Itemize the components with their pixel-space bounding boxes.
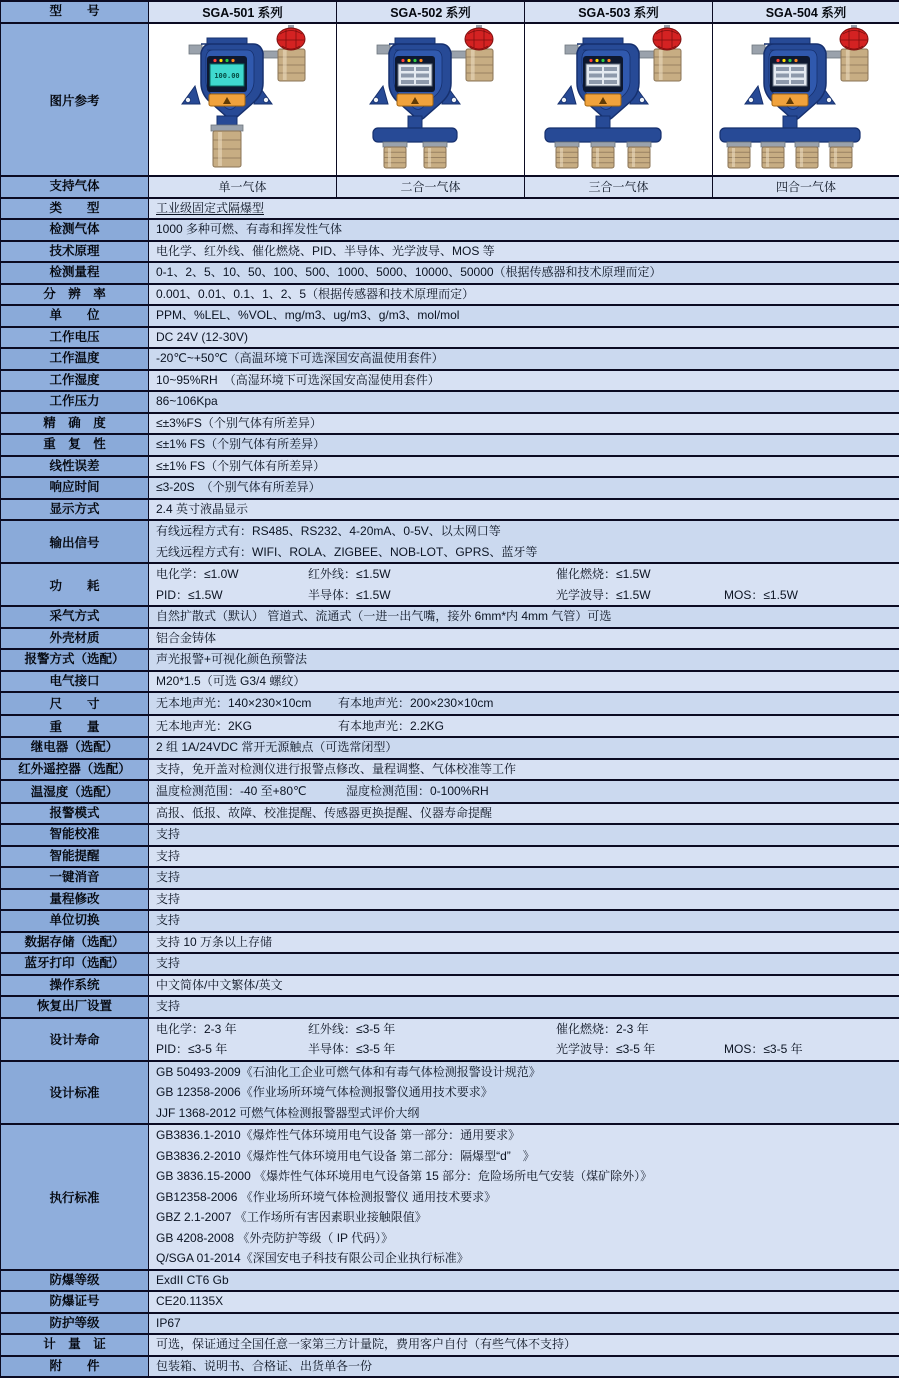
row-value xyxy=(149,370,899,392)
value-line: GB 3836.15-2000 《爆炸性气体环境用电气设备第 15 部分：危险场所电气安装（煤矿除外）》 xyxy=(156,1166,892,1187)
table-row xyxy=(1,715,899,738)
model-header-4: SGA-504 系列 xyxy=(713,1,899,23)
row-value xyxy=(149,628,899,650)
table-row xyxy=(1,1313,899,1335)
value-line: GB3836.1-2010《爆炸性气体环境用电气设备 第一部分：通用要求》 xyxy=(156,1125,892,1146)
row-value-text: -20℃~+50℃（高温环境下可选深国安高温使用套件） xyxy=(156,351,444,365)
spec-table-body xyxy=(1,1,899,1377)
row-label: 继电器（选配） xyxy=(1,737,149,759)
svg-text:100.00: 100.00 xyxy=(214,72,239,80)
sensor-icon xyxy=(761,142,785,168)
row-value xyxy=(149,391,899,413)
row-value-text: 自然扩散式（默认） 管道式、流通式（一进一出气嘴，接外 6mm*内 4mm 气管）可选 xyxy=(156,609,611,623)
row-value xyxy=(149,889,899,911)
sensor-icon xyxy=(423,142,447,168)
value-line xyxy=(156,716,892,737)
row-label: 工作湿度 xyxy=(1,370,149,392)
row-label: 分 辨 率 xyxy=(1,284,149,306)
row-label: 外壳材质 xyxy=(1,628,149,650)
table-row xyxy=(1,499,899,521)
row-label: 工作压力 xyxy=(1,391,149,413)
row-value xyxy=(149,241,899,263)
table-row xyxy=(1,628,899,650)
row-value-text: 支持 xyxy=(156,892,180,906)
row-label: 恢复出厂设置 xyxy=(1,996,149,1018)
value-segment: 有本地声光：200×230×10cm xyxy=(338,693,493,714)
detector-body xyxy=(182,38,272,120)
table-row xyxy=(1,456,899,478)
alarm-beacon-icon xyxy=(635,25,681,81)
gas-cell-2: 二合一气体 xyxy=(337,176,525,198)
sensor-icon xyxy=(383,142,407,168)
model-header-1: SGA-501 系列 xyxy=(149,1,337,23)
row-value-text: IP67 xyxy=(156,1316,181,1330)
row-value-text: CE20.1135X xyxy=(156,1294,223,1308)
row-value-text: 支持 xyxy=(156,827,180,841)
table-row xyxy=(1,932,899,954)
row-value xyxy=(149,262,899,284)
table-row xyxy=(1,1334,899,1356)
row-value-text: M20*1.5（可选 G3/4 螺纹） xyxy=(156,674,305,688)
row-value xyxy=(149,413,899,435)
row-value xyxy=(149,520,899,563)
value-line: JJF 1368-2012 可燃气体检测报警器型式评价大纲 xyxy=(156,1103,892,1124)
table-row xyxy=(1,434,899,456)
value-segment: 无本地声光：2KG xyxy=(156,716,338,737)
row-label: 防爆等级 xyxy=(1,1270,149,1292)
value-segment: 催化燃烧：2-3 年 xyxy=(556,1019,724,1040)
table-row xyxy=(1,1124,899,1270)
table-row xyxy=(1,1356,899,1378)
row-value xyxy=(149,1334,899,1356)
gas-cell-4: 四合一气体 xyxy=(713,176,899,198)
row-value xyxy=(149,563,899,606)
row-label: 精 确 度 xyxy=(1,413,149,435)
value-segment: 电化学：≤1.0W xyxy=(156,564,308,585)
value-segment: 有本地声光：2.2KG xyxy=(338,716,444,737)
row-value xyxy=(149,348,899,370)
row-value-text: 0-1、2、5、10、50、100、500、1000、5000、10000、50000（根据传感器和技术原理而定） xyxy=(156,265,662,279)
sensor-manifold xyxy=(545,116,661,142)
row-label: 单位切换 xyxy=(1,910,149,932)
row-value xyxy=(149,649,899,671)
row-label-model: 型 号 xyxy=(1,1,149,23)
detector-body xyxy=(558,38,648,120)
table-row xyxy=(1,692,899,715)
gas-cell-3: 三合一气体 xyxy=(525,176,713,198)
table-row xyxy=(1,413,899,435)
gas-detector-illustration xyxy=(531,24,707,170)
row-value xyxy=(149,327,899,349)
table-row xyxy=(1,867,899,889)
sensor-icon xyxy=(555,142,579,168)
table-row xyxy=(1,219,899,241)
value-segment: 红外线：≤3-5 年 xyxy=(308,1019,556,1040)
row-value xyxy=(149,975,899,997)
value-line: GB 12358-2006《作业场所环境气体检测报警仪通用技术要求》 xyxy=(156,1082,892,1103)
sensor-icon xyxy=(829,142,853,168)
sensor-icon xyxy=(211,116,243,167)
table-row xyxy=(1,606,899,628)
row-label: 显示方式 xyxy=(1,499,149,521)
row-label: 设计寿命 xyxy=(1,1018,149,1061)
row-label: 报警方式（选配） xyxy=(1,649,149,671)
row-value-text: 工业级固定式隔爆型 xyxy=(156,201,264,215)
row-value-text: DC 24V (12-30V) xyxy=(156,330,248,344)
table-row xyxy=(1,1270,899,1292)
table-row xyxy=(1,477,899,499)
row-value-text: 支持 xyxy=(156,913,180,927)
value-line xyxy=(156,1039,892,1060)
row-value xyxy=(149,284,899,306)
table-row xyxy=(1,780,899,803)
value-line: 有线远程方式有：RS485、RS232、4-20mA、0-5V、以太网口等 xyxy=(156,521,892,542)
table-row xyxy=(1,327,899,349)
gas-detector-illustration xyxy=(718,24,894,170)
row-label: 输出信号 xyxy=(1,520,149,563)
row-value xyxy=(149,692,899,715)
row-value xyxy=(149,996,899,1018)
row-value-text: 支持 xyxy=(156,849,180,863)
table-row xyxy=(1,241,899,263)
table-row xyxy=(1,284,899,306)
value-line: GB 50493-2009《石油化工企业可燃气体和有毒气体检测报警设计规范》 xyxy=(156,1062,892,1083)
row-value xyxy=(149,477,899,499)
row-label: 量程修改 xyxy=(1,889,149,911)
value-line: GB 4208-2008 《外壳防护等级（ IP 代码）》 xyxy=(156,1228,892,1249)
row-label: 重 复 性 xyxy=(1,434,149,456)
row-value xyxy=(149,910,899,932)
value-line: GB12358-2006 《作业场所环境气体检测报警仪 通用技术要求》 xyxy=(156,1187,892,1208)
gas-detector-illustration xyxy=(155,24,331,170)
row-value-text: 可选，保证通过全国任意一家第三方计量院，费用客户自付（有些气体不支持） xyxy=(156,1337,576,1351)
row-value xyxy=(149,1270,899,1292)
row-label: 温湿度（选配） xyxy=(1,780,149,803)
table-row xyxy=(1,759,899,781)
alarm-beacon-icon xyxy=(447,25,493,81)
sensor-icon xyxy=(795,142,819,168)
row-value xyxy=(149,1291,899,1313)
value-segment: 光学波导：≤1.5W xyxy=(556,585,724,606)
value-line xyxy=(156,693,892,714)
device-image-sga-501 xyxy=(149,23,337,176)
value-line xyxy=(156,585,892,606)
row-value-text: 1000 多种可燃、有毒和挥发性气体 xyxy=(156,222,342,236)
gas-cell-1: 单一气体 xyxy=(149,176,337,198)
model-header-2: SGA-502 系列 xyxy=(337,1,525,23)
row-value xyxy=(149,1061,899,1125)
table-row xyxy=(1,846,899,868)
sensor-icon xyxy=(627,142,651,168)
row-label: 一键消音 xyxy=(1,867,149,889)
row-label: 防护等级 xyxy=(1,1313,149,1335)
row-value xyxy=(149,846,899,868)
table-row xyxy=(1,649,899,671)
table-row xyxy=(1,305,899,327)
row-value-text: 2 组 1A/24VDC 常开无源触点（可选常闭型） xyxy=(156,740,397,754)
table-row xyxy=(1,953,899,975)
gas-detector-illustration xyxy=(343,24,519,170)
row-value xyxy=(149,759,899,781)
row-label: 电气接口 xyxy=(1,671,149,693)
table-row xyxy=(1,803,899,825)
table-row xyxy=(1,1018,899,1061)
table-row xyxy=(1,910,899,932)
row-value-text: ExdII CT6 Gb xyxy=(156,1273,229,1287)
value-segment: 温度检测范围：-40 至+80℃ xyxy=(156,781,346,802)
row-label: 响应时间 xyxy=(1,477,149,499)
device-image-sga-502 xyxy=(337,23,525,176)
table-row xyxy=(1,370,899,392)
row-label: 计 量 证 xyxy=(1,1334,149,1356)
value-segment: 半导体：≤1.5W xyxy=(308,585,556,606)
sensor-manifold xyxy=(720,116,860,142)
row-label: 报警模式 xyxy=(1,803,149,825)
row-label: 数据存储（选配） xyxy=(1,932,149,954)
table-row xyxy=(1,996,899,1018)
row-label: 蓝牙打印（选配） xyxy=(1,953,149,975)
model-header-3: SGA-503 系列 xyxy=(525,1,713,23)
row-value xyxy=(149,867,899,889)
row-label: 附 件 xyxy=(1,1356,149,1378)
row-value-text: 中文简体/中文繁体/英文 xyxy=(156,978,283,992)
device-image-sga-503 xyxy=(525,23,713,176)
value-segment: 湿度检测范围：0-100%RH xyxy=(346,781,489,802)
row-value xyxy=(149,1356,899,1378)
row-value-text: 电化学、红外线、催化燃烧、PID、半导体、光学波导、MOS 等 xyxy=(156,244,495,258)
table-row xyxy=(1,198,899,220)
table-row xyxy=(1,391,899,413)
row-value-text: 铝合金铸体 xyxy=(156,631,216,645)
row-value xyxy=(149,824,899,846)
row-value-text: ≤±1% FS（个别气体有所差异） xyxy=(156,459,325,473)
row-value xyxy=(149,953,899,975)
detector-body xyxy=(370,38,460,120)
row-value xyxy=(149,606,899,628)
row-value xyxy=(149,1313,899,1335)
row-value-text: 支持，免开盖对检测仪进行报警点修改、量程调整、气体校准等工作 xyxy=(156,762,516,776)
row-value-text: 0.001、0.01、0.1、1、2、5（根据传感器和技术原理而定） xyxy=(156,287,474,301)
row-value xyxy=(149,780,899,803)
table-row xyxy=(1,671,899,693)
value-segment: 无本地声光：140×230×10cm xyxy=(156,693,338,714)
row-label: 设计标准 xyxy=(1,1061,149,1125)
gas-row xyxy=(1,176,899,198)
row-value xyxy=(149,737,899,759)
value-line xyxy=(156,781,892,802)
value-line xyxy=(156,1019,892,1040)
sensor-icon xyxy=(591,142,615,168)
sensor-icon xyxy=(727,142,751,168)
row-value-text: 2.4 英寸液晶显示 xyxy=(156,502,248,516)
value-segment: 电化学：2-3 年 xyxy=(156,1019,308,1040)
table-row xyxy=(1,563,899,606)
value-line: GBZ 2.1-2007 《工作场所有害因素职业接触限值》 xyxy=(156,1207,892,1228)
table-row xyxy=(1,520,899,563)
row-label: 采气方式 xyxy=(1,606,149,628)
row-value-text: ≤±1% FS（个别气体有所差异） xyxy=(156,437,325,451)
row-label-gases: 支持气体 xyxy=(1,176,149,198)
row-value xyxy=(149,1124,899,1270)
row-value-text: 高报、低报、故障、校准提醒、传感器更换提醒、仪器寿命提醒 xyxy=(156,806,492,820)
table-row xyxy=(1,262,899,284)
row-value xyxy=(149,671,899,693)
table-row xyxy=(1,824,899,846)
row-value-text: 声光报警+可视化颜色预警法 xyxy=(156,652,307,666)
row-value-text: 支持 xyxy=(156,956,180,970)
table-row xyxy=(1,1291,899,1313)
value-segment: MOS：≤3-5 年 xyxy=(724,1039,803,1060)
table-row xyxy=(1,348,899,370)
table-row xyxy=(1,975,899,997)
model-header-row xyxy=(1,1,899,23)
row-label: 智能提醒 xyxy=(1,846,149,868)
row-value xyxy=(149,932,899,954)
value-line: Q/SGA 01-2014《深国安电子科技有限公司企业执行标准》 xyxy=(156,1248,892,1269)
device-image-sga-504 xyxy=(713,23,899,176)
value-line xyxy=(156,564,892,585)
detector-body xyxy=(745,38,835,120)
alarm-beacon-icon xyxy=(822,25,868,81)
table-row xyxy=(1,737,899,759)
row-label: 智能校准 xyxy=(1,824,149,846)
row-label: 功 耗 xyxy=(1,563,149,606)
row-label: 红外遥控器（选配） xyxy=(1,759,149,781)
row-label: 单 位 xyxy=(1,305,149,327)
table-row xyxy=(1,1061,899,1125)
row-value-text: 支持 xyxy=(156,870,180,884)
row-value-text: ≤±3%FS（个别气体有所差异） xyxy=(156,416,322,430)
row-value-text: 包装箱、说明书、合格证、出货单各一份 xyxy=(156,1359,372,1373)
value-segment: PID：≤1.5W xyxy=(156,585,308,606)
value-segment: 光学波导：≤3-5 年 xyxy=(556,1039,724,1060)
row-label: 技术原理 xyxy=(1,241,149,263)
row-value xyxy=(149,803,899,825)
row-label: 类 型 xyxy=(1,198,149,220)
row-value-text: 86~106Kpa xyxy=(156,394,218,408)
row-value-text: 支持 xyxy=(156,999,180,1013)
value-segment: 催化燃烧：≤1.5W xyxy=(556,564,724,585)
row-value-text: PPM、%LEL、%VOL、mg/m3、ug/m3、g/m3、mol/mol xyxy=(156,308,459,322)
row-value-text: 支持 10 万条以上存储 xyxy=(156,935,272,949)
value-segment: 红外线：≤1.5W xyxy=(308,564,556,585)
row-value xyxy=(149,434,899,456)
row-value-text: 10~95%RH （高湿环境下可选深国安高湿使用套件） xyxy=(156,373,440,387)
table-row xyxy=(1,889,899,911)
row-value xyxy=(149,1018,899,1061)
row-label: 执行标准 xyxy=(1,1124,149,1270)
value-segment: MOS：≤1.5W xyxy=(724,585,798,606)
row-value xyxy=(149,198,899,220)
value-line: 无线远程方式有：WIFI、ROLA、ZIGBEE、NOB-LOT、GPRS、蓝牙等 xyxy=(156,542,892,563)
row-label: 操作系统 xyxy=(1,975,149,997)
sensor-manifold xyxy=(373,116,457,142)
row-label: 防爆证号 xyxy=(1,1291,149,1313)
row-label-images: 图片参考 xyxy=(1,23,149,176)
value-segment: PID：≤3-5 年 xyxy=(156,1039,308,1060)
value-segment: 半导体：≤3-5 年 xyxy=(308,1039,556,1060)
row-label: 工作电压 xyxy=(1,327,149,349)
row-label: 重 量 xyxy=(1,715,149,738)
image-row xyxy=(1,23,899,176)
row-value xyxy=(149,219,899,241)
row-value-text: ≤3-20S （个别气体有所差异） xyxy=(156,480,321,494)
row-value xyxy=(149,715,899,738)
alarm-beacon-icon xyxy=(259,25,305,81)
row-label: 检测量程 xyxy=(1,262,149,284)
row-label: 工作温度 xyxy=(1,348,149,370)
row-value xyxy=(149,499,899,521)
row-label: 尺 寸 xyxy=(1,692,149,715)
row-label: 线性误差 xyxy=(1,456,149,478)
row-label: 检测气体 xyxy=(1,219,149,241)
row-value xyxy=(149,305,899,327)
value-line: GB3836.2-2010《爆炸性气体环境用电气设备 第二部分：隔爆型“d” 》 xyxy=(156,1146,892,1167)
row-value xyxy=(149,456,899,478)
